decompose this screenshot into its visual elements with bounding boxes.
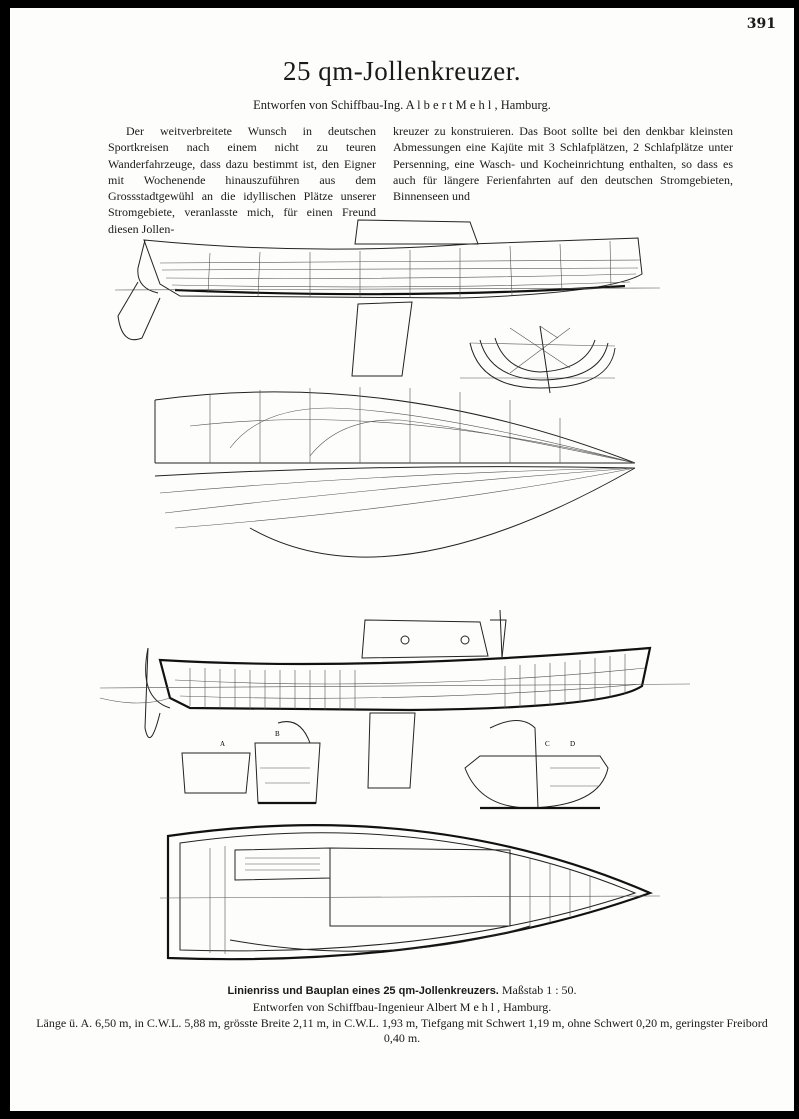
construction-profile xyxy=(100,610,690,788)
section-mark-c: C xyxy=(545,740,550,748)
figure-caption-title xyxy=(10,983,794,998)
boat-drawings xyxy=(10,8,794,1111)
caption-designer: Entworfen von Schiffbau-Ingenieur Albert M e h l , Hamburg. xyxy=(252,1000,552,1014)
article-title: 25 qm-Jollenkreuzer. xyxy=(283,56,521,86)
body-text-2: kreuzer zu konstruieren. Das Boot sollte bei den denkbar kleinsten Abmessungen eine Kajüte mit 3 Schlafplätzen, 2 Schlafplätze unter Persenning, eine Wasch- und Kocheinrichtung enthalten, so dass es auch für längere Ferienfahrten auf den deutschen Stromgebieten, Binnenseen und xyxy=(393,124,733,204)
caption-title-bold: Linienriss und Bauplan eines 25 qm-Jollenkreuzers. xyxy=(227,985,499,997)
body-plan xyxy=(460,326,615,393)
construction-sections xyxy=(182,721,608,809)
caption-scale: Maßstab 1 : 50. xyxy=(501,983,577,997)
body-text-1: Der weitverbreitete Wunsch in deutschen Sportkreisen nach einem nicht zu teuren Wanderfahrzeuge, dass dazu bestimmt ist, den Eigner mit Wochenende hinauszuführen aus dem Grossstadtgewühl an die idyllischen Plätze unserer Stromgebiete, veranlasste mich, für einen Freund diesen Jollen- xyxy=(108,124,376,236)
page xyxy=(10,8,794,1111)
half-breadth-plan xyxy=(155,387,635,557)
caption-dimensions: Länge ü. A. 6,50 m, in C.W.L. 5,88 m, grösste Breite 2,11 m, in C.W.L. 1,93 m, Tiefgang mit Schwert 1,19 m, ohne Schwert 0,20 m, geringster Freibord 0,40 m. xyxy=(36,1016,768,1045)
byline: Entworfen von Schiffbau-Ing. A l b e r t M e h l , Hamburg. xyxy=(253,98,551,112)
page-number: 391 xyxy=(746,16,776,32)
profile-plan xyxy=(115,220,660,376)
deck-plan xyxy=(160,825,660,959)
section-mark-b: B xyxy=(275,730,280,738)
section-mark-a: A xyxy=(220,740,226,748)
section-mark-d: D xyxy=(570,740,576,748)
